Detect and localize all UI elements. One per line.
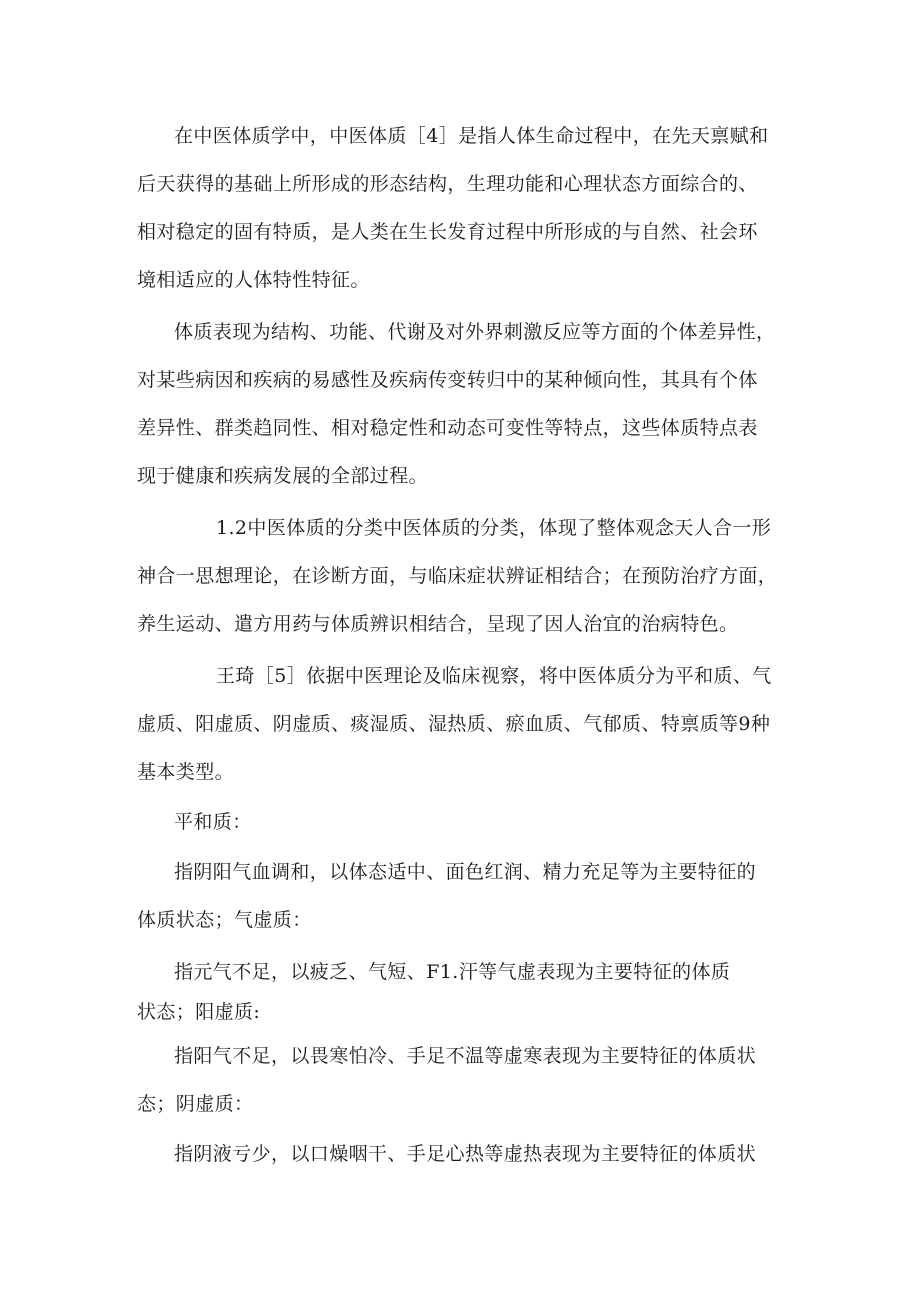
text-line: 在中医体质学中，中医体质［4］是指人体生命过程中，在先天禀赋和 <box>174 125 769 147</box>
text-line: 后天获得的基础上所形成的形态结构，生理功能和心理状态方面综合的、 <box>137 173 758 195</box>
text-line: 基本类型。 <box>137 761 235 783</box>
text-line: 神合一思想理论，在诊断方面，与临床症状辨证相结合；在预防治疗方面， <box>137 565 778 587</box>
text-line: 体质状态；气虚质： <box>137 909 312 931</box>
text-line: 虚质、阳虚质、阴虚质、痰湿质、湿热质、瘀血质、气郁质、特禀质等9种 <box>137 713 771 735</box>
text-line: 现于健康和疾病发展的全部过程。 <box>137 465 429 487</box>
text-line: 王琦［5］依据中医理论及临床视察，将中医体质分为平和质、气 <box>216 665 772 687</box>
text-line: 指阳气不足，以畏寒怕冷、手足不温等虚寒表现为主要特征的体质状 <box>174 1045 757 1067</box>
text-line: 境相适应的人体特性特征。 <box>137 269 370 291</box>
text-line: 体质表现为结构、功能、代谢及对外界刺激反应等方面的个体差异性， <box>174 321 776 343</box>
text-line: 对某些病因和疾病的易感性及疾病传变转归中的某种倾向性，其具有个体 <box>137 369 758 391</box>
text-line: 平和质： <box>174 811 252 833</box>
text-line: 指阴液亏少，以口燥咽干、手足心热等虚热表现为主要特征的体质状 <box>174 1143 757 1165</box>
text-line: 差异性、群类趋同性、相对稳定性和动态可变性等特点，这些体质特点表 <box>137 417 758 439</box>
text-line: 养生运动、遣方用药与体质辨识相结合，呈现了因人治宜的治病特色。 <box>137 613 739 635</box>
text-line: 态；阴虚质： <box>137 1093 254 1115</box>
text-line: 指元气不足，以疲乏、气短、F1.汗等气虚表现为主要特征的体质 <box>174 961 731 983</box>
text-line: 1.2中医体质的分类中医体质的分类，体现了整体观念天人合一形 <box>216 517 772 539</box>
text-line: 状态；阳虚质: <box>137 1001 261 1023</box>
text-line: 指阴阳气血调和，以体态适中、面色红润、精力充足等为主要特征的 <box>174 861 757 883</box>
text-line: 相对稳定的固有特质，是人类在生长发育过程中所形成的与自然、社会环 <box>137 221 758 243</box>
